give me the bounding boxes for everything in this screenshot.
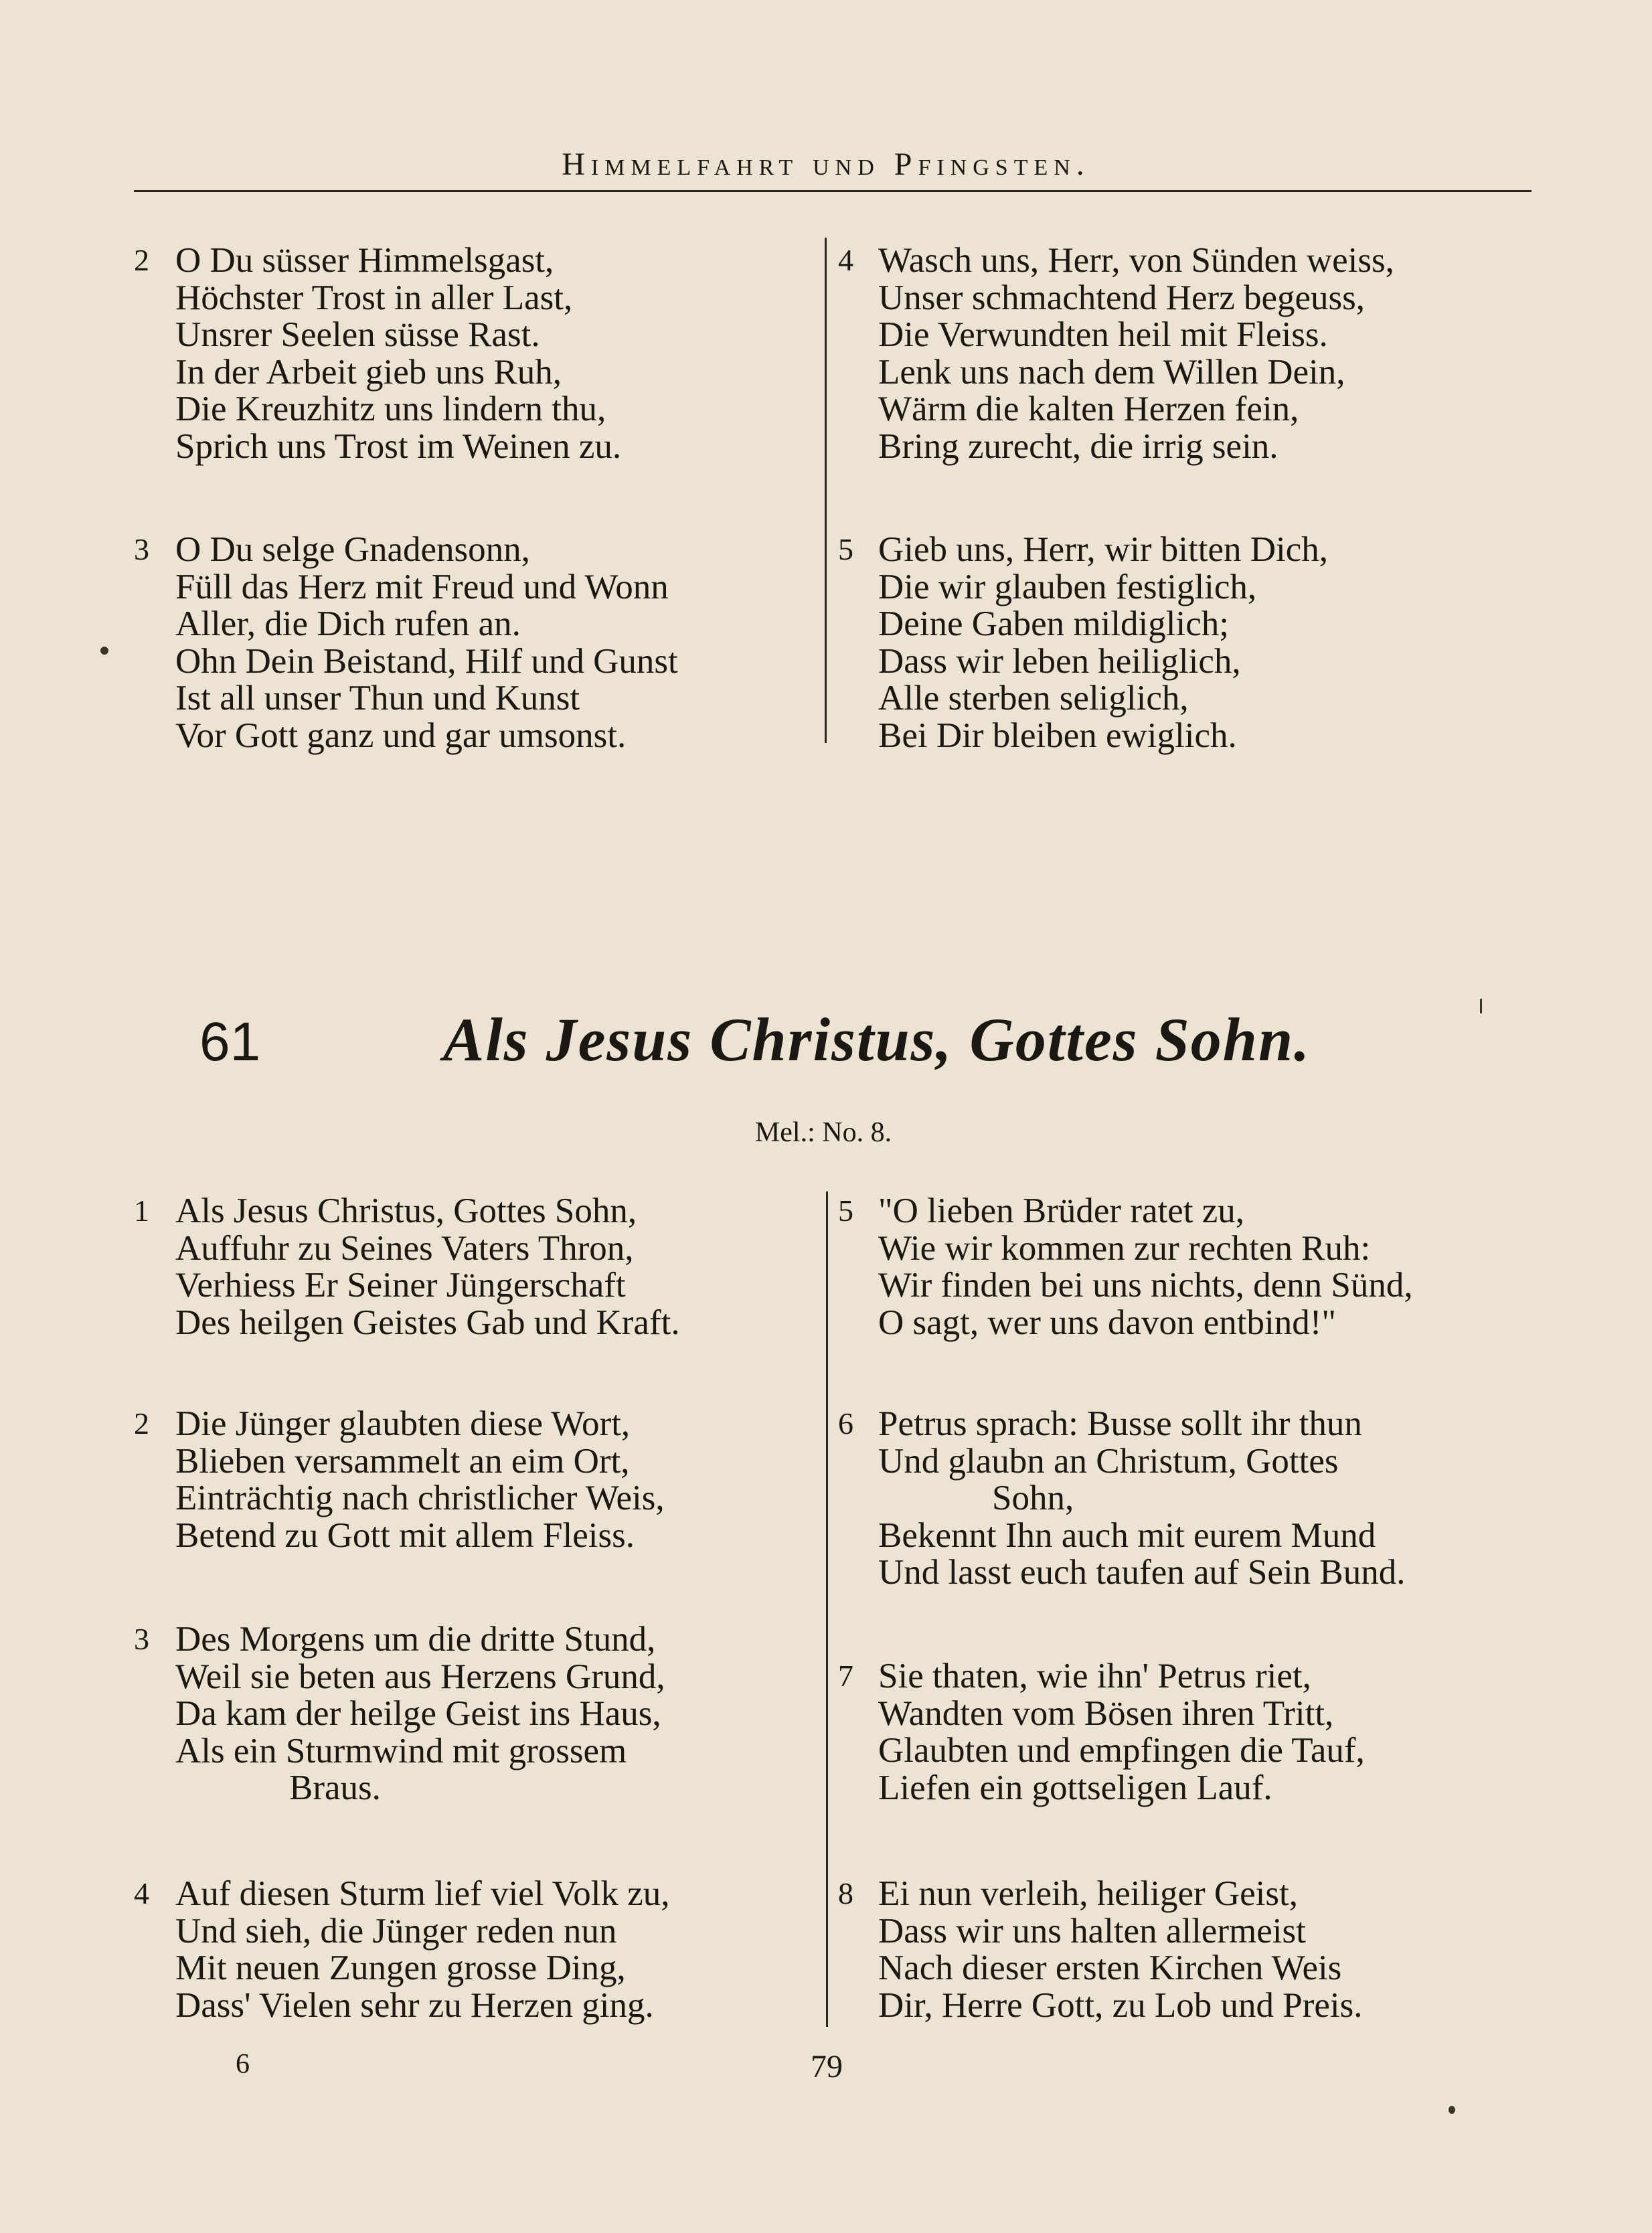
verse-line: Die Verwundten heil mit Fleiss. bbox=[878, 315, 1328, 354]
verse-line: Und sieh, die Jünger reden nun bbox=[175, 1911, 617, 1951]
verse-line: Wärm die kalten Herzen fein, bbox=[878, 390, 1299, 428]
verse-line: Lenk uns nach dem Willen Dein, bbox=[878, 352, 1345, 392]
scan-speck bbox=[100, 647, 108, 655]
verse-line: Weil sie beten aus Herzens Grund, bbox=[175, 1657, 665, 1696]
verse-number: 3 bbox=[134, 532, 149, 566]
verse-line: Wie wir kommen zur rechten Ruh: bbox=[878, 1228, 1371, 1268]
verse-line: Als Jesus Christus, Gottes Sohn, bbox=[175, 1191, 637, 1230]
verse-line: Wir finden bei uns nichts, denn Sünd, bbox=[878, 1266, 1413, 1305]
verse-line: Da kam der heilge Geist ins Haus, bbox=[175, 1694, 661, 1733]
verse-line: Sprich uns Trost im Weinen zu. bbox=[175, 426, 622, 466]
verse-number: 2 bbox=[134, 1406, 149, 1440]
verse-line: Die Kreuzhitz uns lindern thu, bbox=[175, 390, 606, 428]
header-rule bbox=[134, 190, 1532, 192]
verse-line: Als ein Sturmwind mit grossem bbox=[175, 1731, 627, 1770]
verse-line: Gieb uns, Herr, wir bitten Dich, bbox=[878, 530, 1328, 569]
verse-line: Bekennt Ihn auch mit eurem Mund bbox=[878, 1515, 1376, 1555]
verse-line: Die Jünger glaubten diese Wort, bbox=[175, 1404, 631, 1443]
verse-line: Wandten vom Bösen ihren Tritt, bbox=[878, 1693, 1334, 1733]
verse-line: O Du selge Gnadensonn, bbox=[175, 530, 530, 569]
verse-line: Sohn, bbox=[992, 1479, 1074, 1517]
verse-line: Ei nun verleih, heiliger Geist, bbox=[878, 1874, 1298, 1913]
verse-number: 8 bbox=[838, 1876, 853, 1910]
verse-line: In der Arbeit gieb uns Ruh, bbox=[175, 352, 562, 392]
verse-line: Bei Dir bleiben ewiglich. bbox=[878, 716, 1237, 755]
scan-speck bbox=[1480, 999, 1482, 1013]
verse-line: Auf diesen Sturm lief viel Volk zu, bbox=[175, 1874, 670, 1913]
verse-lines bbox=[878, 531, 1328, 754]
verse-number: 5 bbox=[838, 532, 853, 566]
verse-number: 5 bbox=[838, 1193, 853, 1228]
verse-line: Alle sterben seliglich, bbox=[878, 679, 1189, 718]
verse-line: Liefen ein gottseligen Lauf. bbox=[878, 1768, 1272, 1807]
verse-lines bbox=[175, 1193, 680, 1341]
verse-line: Unser schmachtend Herz begeuss, bbox=[878, 278, 1366, 317]
verse-lines bbox=[878, 1876, 1363, 2024]
verse-line: Deine Gaben mildiglich; bbox=[878, 604, 1229, 643]
verse-number: 4 bbox=[134, 1876, 149, 1910]
verse-line: Dass' Vielen sehr zu Herzen ging. bbox=[175, 1985, 654, 2025]
verse-lines bbox=[175, 531, 678, 754]
verse-line: Blieben versammelt an eim Ort, bbox=[175, 1441, 630, 1481]
verse-number: 7 bbox=[838, 1659, 853, 1693]
verse-line: Bring zurecht, die irrig sein. bbox=[878, 426, 1278, 466]
hymn-title: Als Jesus Christus, Gottes Sohn. bbox=[442, 1005, 1311, 1074]
verse-lines bbox=[175, 1876, 669, 2024]
verse-lines bbox=[878, 1193, 1413, 1341]
verse-line: Die wir glauben festiglich, bbox=[878, 567, 1257, 606]
verse-number: 2 bbox=[134, 243, 149, 277]
verse-line: O Du süsser Himmelsgast, bbox=[175, 241, 554, 280]
verse-number: 6 bbox=[838, 1406, 853, 1440]
verse-lines bbox=[175, 242, 621, 465]
verse-line: Sie thaten, wie ihn' Petrus riet, bbox=[878, 1657, 1311, 1696]
verse-lines bbox=[878, 1658, 1365, 1807]
verse-line: Braus. bbox=[289, 1768, 381, 1807]
verse-line: Ist all unser Thun und Kunst bbox=[175, 679, 580, 718]
verse-line: Wasch uns, Herr, von Sünden weiss, bbox=[878, 241, 1394, 280]
verse-lines bbox=[175, 1621, 665, 1807]
verse-line: Auffuhr zu Seines Vaters Thron, bbox=[175, 1228, 634, 1268]
verse-line: Betend zu Gott mit allem Fleiss. bbox=[175, 1515, 635, 1555]
verse-line: Dass wir uns halten allermeist bbox=[878, 1911, 1306, 1951]
verse-line: O sagt, wer uns davon entbind!" bbox=[878, 1303, 1337, 1342]
running-head: Himmelfahrt und Pfingsten. bbox=[562, 147, 1090, 182]
melody-reference: Mel.: No. 8. bbox=[754, 1117, 892, 1148]
verse-number: 3 bbox=[134, 1622, 149, 1656]
verse-line: Dass wir leben heiliglich, bbox=[878, 641, 1241, 681]
column-divider bbox=[826, 1191, 828, 2027]
verse-line: Glaubten und empfingen die Tauf, bbox=[878, 1731, 1365, 1770]
column-divider bbox=[825, 238, 827, 743]
verse-line: Mit neuen Zungen grosse Ding, bbox=[175, 1949, 626, 1987]
verse-line: Einträchtig nach christlicher Weis, bbox=[175, 1479, 665, 1517]
verse-line: Füll das Herz mit Freud und Wonn bbox=[175, 567, 669, 606]
verse-line: Und glaubn an Christum, Gottes bbox=[878, 1441, 1339, 1481]
signature-mark: 6 bbox=[236, 2049, 250, 2080]
verse-number: 4 bbox=[838, 243, 853, 277]
verse-line: Höchster Trost in aller Last, bbox=[175, 278, 573, 317]
verse-lines bbox=[175, 1406, 665, 1554]
verse-lines bbox=[878, 242, 1394, 465]
verse-line: Des heilgen Geistes Gab und Kraft. bbox=[175, 1303, 680, 1342]
verse-line: Unsrer Seelen süsse Rast. bbox=[175, 315, 540, 354]
hymn-number: 61 bbox=[199, 1011, 261, 1072]
verse-line: Verhiess Er Seiner Jüngerschaft bbox=[175, 1266, 626, 1305]
verse-line: Ohn Dein Beistand, Hilf und Gunst bbox=[175, 641, 678, 681]
verse-line: Vor Gott ganz und gar umsonst. bbox=[175, 716, 627, 755]
verse-line: Und lasst euch taufen auf Sein Bund. bbox=[878, 1553, 1406, 1592]
verse-line: Dir, Herre Gott, zu Lob und Preis. bbox=[878, 1985, 1363, 2025]
verse-line: Petrus sprach: Busse sollt ihr thun bbox=[878, 1404, 1362, 1443]
verse-line: "O lieben Brüder ratet zu, bbox=[878, 1191, 1245, 1230]
verse-line: Aller, die Dich rufen an. bbox=[175, 604, 521, 643]
scan-speck bbox=[1449, 2106, 1455, 2114]
verse-line: Nach dieser ersten Kirchen Weis bbox=[878, 1949, 1342, 1987]
verse-lines bbox=[878, 1406, 1405, 1592]
verse-number: 1 bbox=[134, 1193, 149, 1228]
verse-line: Des Morgens um die dritte Stund, bbox=[175, 1620, 656, 1659]
page-number: 79 bbox=[811, 2049, 843, 2084]
